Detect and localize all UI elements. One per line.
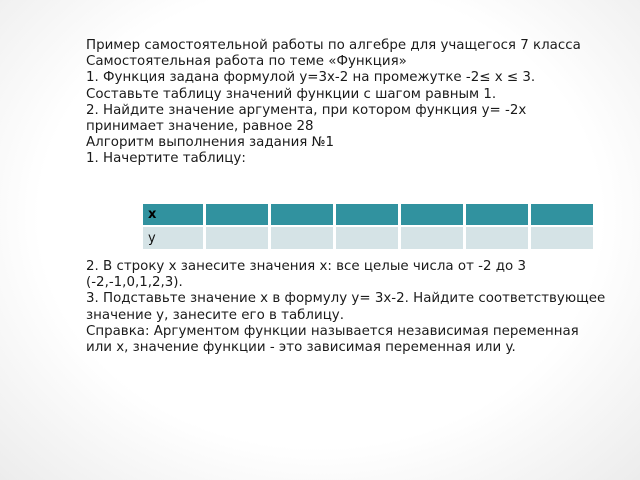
table-row-x xyxy=(143,204,596,227)
table-cell xyxy=(531,227,596,251)
table-cell xyxy=(271,227,336,251)
row-label-y: y xyxy=(143,227,206,251)
step-1: 1. Начертите таблицу: xyxy=(86,151,246,167)
heading-line: Пример самостоятельной работы по алгебре для учащегося 7 класса xyxy=(86,38,581,53)
algorithm-title: Алгоритм выполнения задания №1 xyxy=(86,135,335,151)
values-table xyxy=(143,204,596,251)
step-3: 3. Подставьте значение x в формулу y= 3x-2. Найдите соответствующее значение y, занесите его в таблицу. xyxy=(86,291,606,323)
task-1: 1. Функция задана формулой y=3x-2 на промежутке -2≤ x ≤ 3. Составьте таблицу значений функции с шагом равным 1. xyxy=(86,70,536,102)
table-cell xyxy=(401,204,466,227)
table-row-y xyxy=(143,227,596,251)
table-cell xyxy=(466,227,531,251)
table-cell xyxy=(401,227,466,251)
steps-text xyxy=(86,259,608,356)
reference-note: Справка: Аргументом функции называется независимая переменная или x, значение функции - это зависимая переменная или y. xyxy=(86,323,579,356)
intro-text xyxy=(86,38,608,168)
table-cell xyxy=(336,227,401,251)
table-cell xyxy=(466,204,531,227)
step-2: 2. В строку x занесите значения x: все целые числа от -2 до 3 (-2,-1,0,1,2,3). xyxy=(86,259,526,291)
row-label-x: x xyxy=(143,204,206,227)
topic-line: Самостоятельная работа по теме «Функция» xyxy=(86,54,407,70)
table-cell xyxy=(271,204,336,227)
table-cell xyxy=(206,204,271,227)
table-cell xyxy=(531,204,596,227)
task-2: 2. Найдите значение аргумента, при котором функция y= -2x принимает значение, равное 28 xyxy=(86,102,527,135)
table-cell xyxy=(206,227,271,251)
table-cell xyxy=(336,204,401,227)
